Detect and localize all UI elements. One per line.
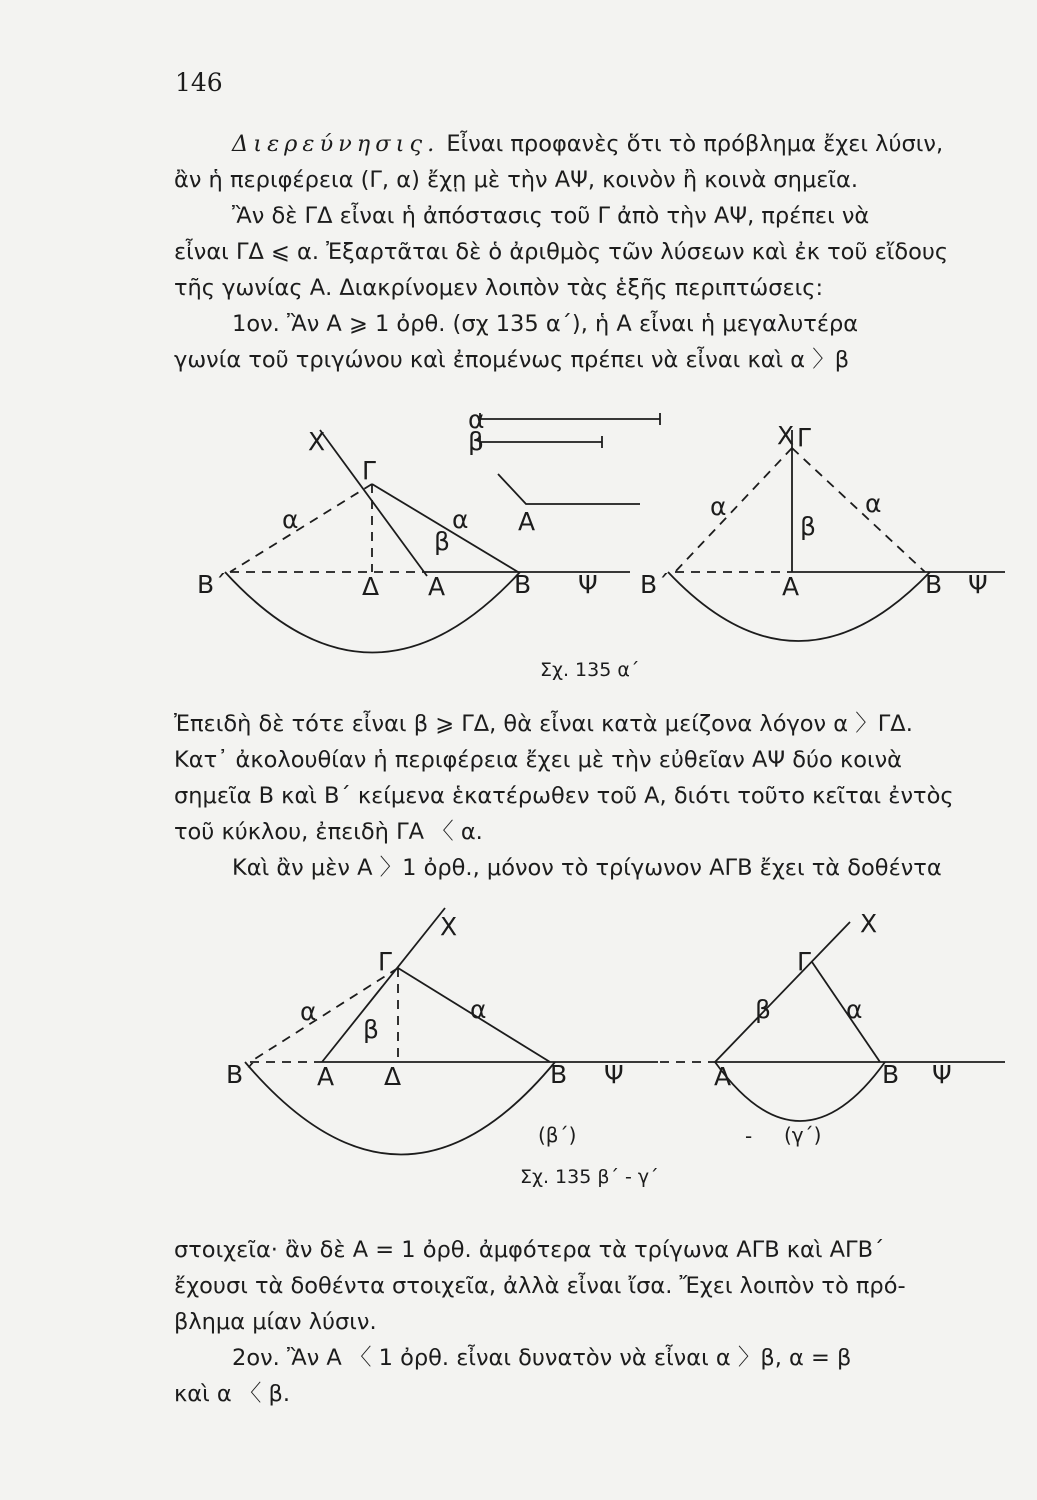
figure-135a: [170, 400, 1020, 690]
arc-c: [715, 1062, 885, 1121]
text-line: εἶναι ΓΔ ⩽ α. Ἐξαρτᾶται δὲ ὁ ἀριθμὸς τῶν λύσεων καὶ ἐκ τοῦ εἴδους: [174, 239, 949, 265]
label-B-c: Β: [882, 1060, 900, 1089]
text-line: Ἐπειδὴ δὲ τότε εἶναι β ⩾ ΓΔ, θὰ εἶναι κατὰ μείζονα λόγον α 〉ΓΔ.: [174, 711, 913, 737]
given-angle: [498, 474, 640, 504]
label-G-right: Γ: [797, 423, 811, 452]
label-B-right: Β: [925, 570, 943, 599]
label-X-b: Χ: [440, 912, 458, 941]
label-G: Γ: [362, 456, 376, 485]
label-D: Δ: [362, 572, 380, 601]
dash-mark: -: [745, 1124, 753, 1148]
label-B-b: Β: [550, 1060, 568, 1089]
label-alpha-right1: α: [710, 492, 727, 521]
label-Psi: Ψ: [578, 570, 598, 599]
figure-caption-135a: Σχ. 135 α΄: [540, 659, 640, 681]
page-number: 146: [175, 68, 223, 97]
figure-caption-135bc: Σχ. 135 β΄ - γ΄: [520, 1166, 659, 1188]
text-line: Κατ᾽ ἀκολουθίαν ἡ περιφέρεια ἔχει μὲ τὴν εὐθεῖαν ΑΨ δύο κοινὰ: [174, 747, 902, 773]
text-line: 2ον. Ἂν Α 〈 1 ὀρθ. εἶναι δυνατὸν νὰ εἶναι α 〉β, α = β: [232, 1345, 852, 1371]
label-beta: β: [434, 527, 450, 556]
label-A: Α: [428, 572, 446, 601]
label-X-right: Χ: [777, 421, 795, 450]
text-line: Ἂν δὲ ΓΔ εἶναι ἡ ἀπόστασις τοῦ Γ ἀπὸ τὴν ΑΨ, πρέπει νὰ: [232, 203, 870, 229]
label-A-c: Α: [714, 1062, 732, 1091]
label-alpha-b1: α: [300, 997, 317, 1026]
label-sub-c: (γ΄): [784, 1123, 822, 1147]
ray-AX: [320, 430, 427, 576]
label-G-c: Γ: [797, 947, 811, 976]
text-line: στοιχεῖα· ἂν δὲ Α = 1 ὀρθ. ἀμφότερα τὰ τρίγωνα ΑΓΒ καὶ ΑΓΒ΄: [174, 1237, 885, 1263]
label-D-b: Δ: [384, 1062, 402, 1091]
text-line: Διερεύνησις. Εἶναι προφανὲς ὅτι τὸ πρόβλημα ἔχει λύσιν,: [232, 131, 944, 157]
text-line: βλημα μίαν λύσιν.: [174, 1309, 377, 1335]
text-line: ἂν ἡ περιφέρεια (Γ, α) ἔχῃ μὲ τὴν ΑΨ, κοινὸν ἢ κοινὰ σημεῖα.: [174, 167, 859, 193]
label-alpha-right2: α: [865, 489, 882, 518]
label-beta-given: β: [468, 427, 484, 456]
text-line: Καὶ ἂν μὲν Α 〉1 ὀρθ., μόνον τὸ τρίγωνον ΑΓΒ ἔχει τὰ δοθέντα: [232, 855, 942, 881]
text-line: 1ον. Ἂν Α ⩾ 1 ὀρθ. (σχ 135 α΄), ἡ Α εἶναι ἡ μεγαλυτέρα: [232, 311, 859, 337]
label-G-b: Γ: [378, 947, 392, 976]
dashed-GBp-right: [675, 448, 792, 572]
label-A-b: Α: [317, 1062, 335, 1091]
label-alpha-b2: α: [470, 995, 487, 1024]
label-beta-right: β: [800, 512, 816, 541]
section-heading: Διερεύνησις.: [232, 131, 440, 157]
text-line: τῆς γωνίας Α. Διακρίνομεν λοιπὸν τὰς ἑξῆς περιπτώσεις:: [174, 275, 824, 301]
label-Psi-c: Ψ: [932, 1060, 952, 1089]
label-Bp-right: Β΄: [640, 570, 670, 599]
paragraph-3: [174, 1232, 1016, 1412]
figure-135bc: [170, 900, 1020, 1200]
label-B: Β: [514, 570, 532, 599]
label-beta-c: β: [755, 995, 771, 1024]
label-alpha-c: α: [846, 995, 863, 1024]
label-Bp: Β΄: [197, 570, 227, 599]
label-Bp-b: Β΄: [226, 1060, 256, 1089]
text-line: καὶ α 〈 β.: [174, 1381, 291, 1407]
label-Psi-right: Ψ: [968, 570, 988, 599]
label-X-c: Χ: [860, 909, 878, 938]
label-sub-b: (β΄): [538, 1123, 577, 1147]
text-line: τοῦ κύκλου, ἐπειδὴ ΓΑ 〈 α.: [174, 819, 483, 845]
label-alpha-given: α: [468, 405, 485, 434]
label-Psi-b: Ψ: [604, 1060, 624, 1089]
paragraph-discussion: [174, 126, 1016, 378]
dashed-GB-right: [792, 448, 925, 572]
text-line: ἔχουσι τὰ δοθέντα στοιχεῖα, ἀλλὰ εἶναι ἴσα. Ἔχει λοιπὸν τὸ πρό-: [174, 1273, 906, 1299]
text-line: γωνία τοῦ τριγώνου καὶ ἐπομένως πρέπει νὰ εἶναι καὶ α 〉β: [174, 347, 850, 373]
label-X: Χ: [308, 427, 326, 456]
label-alpha-left: α: [282, 505, 299, 534]
label-A-right: Α: [782, 572, 800, 601]
text-line: σημεῖα Β καὶ Β΄ κείμενα ἑκατέρωθεν τοῦ Α, διότι τοῦτο κεῖται ἐντὸς: [174, 783, 954, 809]
ray-AX-c: [715, 922, 850, 1062]
label-beta-b: β: [363, 1015, 379, 1044]
dashed-GBp: [230, 484, 372, 572]
label-alpha-mid: α: [452, 505, 469, 534]
label-A-angle: Α: [518, 507, 536, 536]
paragraph-2: [174, 706, 1016, 886]
